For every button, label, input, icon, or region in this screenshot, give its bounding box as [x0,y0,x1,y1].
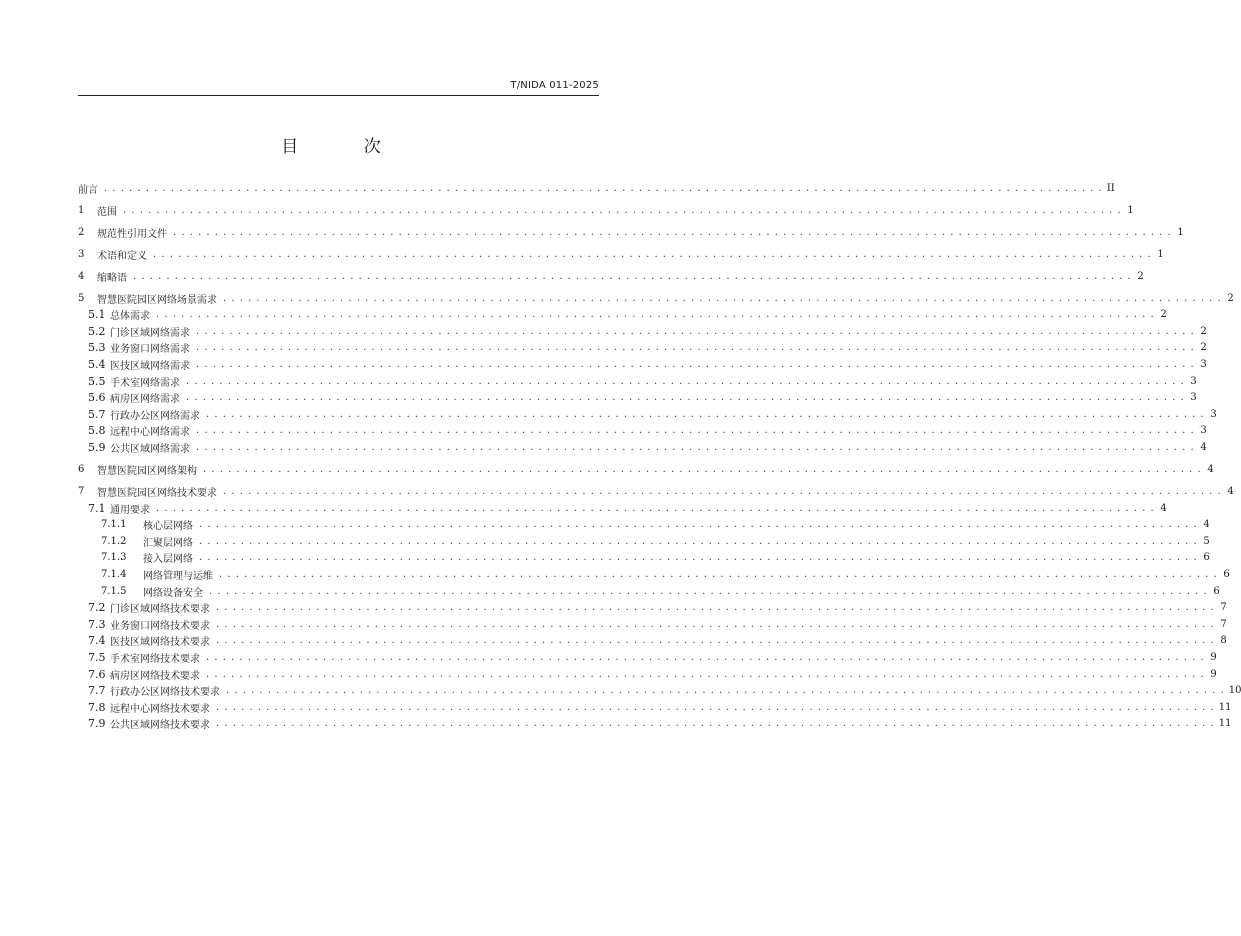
toc-entry[interactable] [88,323,1207,339]
toc-entry-number: 7.1.5 [101,585,127,597]
toc-entry-title: 缩略语 [97,272,127,284]
toc-entry-page: 4 [1160,502,1167,514]
toc-entry[interactable] [88,716,1232,732]
toc-entry-title: 手术室网络需求 [110,377,180,389]
toc-entry-page: 3 [1190,375,1197,387]
toc-entry-number: 5.2 [88,324,106,338]
toc-entry[interactable] [78,224,1184,240]
toc-entry[interactable] [78,290,1234,306]
toc-entry-number: 5.7 [88,407,106,421]
toc-entry-number: 7.2 [88,601,106,615]
toc-entry-title: 门诊区域网络需求 [110,327,190,339]
toc-entry-page: 2 [1137,270,1144,282]
toc-entry-title: 业务窗口网络技术要求 [110,620,210,632]
toc-leader-dots: . . . . . . . . . . . . . . . . . . . . . . . . . . . . . . . . . . . . . . . . . . . . . . . . . . . . . . . . . . . . . . . . . . . . . . . . . . . . . . . . . . . . . . . . . . . . . . . . . . . . . . . . . . . . . . . . . . . . . . . . [223,485,1222,497]
toc-leader-dots: . . . . . . . . . . . . . . . . . . . . . . . . . . . . . . . . . . . . . . . . . . . . . . . . . . . . . . . . . . . . . . . . . . . . . . . . . . . . . . . . . . . . . . . . . . . . . . . . . . . . . . . . . . . . . . . . . . . . . . . . [186,375,1185,387]
toc-entry[interactable] [88,699,1232,715]
toc-entry-page: 3 [1210,408,1217,420]
toc-entry-title: 汇聚层网络 [143,537,193,549]
toc-entry-page: 9 [1210,668,1217,680]
toc-leader-dots: . . . . . . . . . . . . . . . . . . . . . . . . . . . . . . . . . . . . . . . . . . . . . . . . . . . . . . . . . . . . . . . . . . . . . . . . . . . . . . . . . . . . . . . . . . . . . . . . . . . . . . . . . . . . . . . . . . . . . . . . [216,701,1215,713]
toc-leader-dots: . . . . . . . . . . . . . . . . . . . . . . . . . . . . . . . . . . . . . . . . . . . . . . . . . . . . . . . . . . . . . . . . . . . . . . . . . . . . . . . . . . . . . . . . . . . . . . . . . . . . . . . . . . . . . . . . . . . . . . . . [226,685,1225,697]
toc-entry[interactable] [78,180,1115,196]
toc-title: 目 次 [281,137,411,157]
toc-entry-title: 业务窗口网络需求 [110,344,190,356]
toc-entry-page: 7 [1220,602,1227,614]
toc-entry[interactable] [101,566,1230,582]
toc-leader-dots: . . . . . . . . . . . . . . . . . . . . . . . . . . . . . . . . . . . . . . . . . . . . . . . . . . . . . . . . . . . . . . . . . . . . . . . . . . . . . . . . . . . . . . . . . . . . . . . . . . . . . . . . . . . . . . . . . . . . . . . . [133,270,1132,282]
toc-leader-dots: . . . . . . . . . . . . . . . . . . . . . . . . . . . . . . . . . . . . . . . . . . . . . . . . . . . . . . . . . . . . . . . . . . . . . . . . . . . . . . . . . . . . . . . . . . . . . . . . . . . . . . . . . . . . . . . . . . . . . . . . [216,602,1215,614]
toc-entry[interactable] [88,340,1207,356]
toc-entry-title: 远程中心网络技术要求 [110,703,210,715]
toc-leader-dots: . . . . . . . . . . . . . . . . . . . . . . . . . . . . . . . . . . . . . . . . . . . . . . . . . . . . . . . . . . . . . . . . . . . . . . . . . . . . . . . . . . . . . . . . . . . . . . . . . . . . . . . . . . . . . . . . . . . . . . . . [196,342,1195,354]
document-code: T/NIDA 011-2025 [510,80,599,91]
toc-entry-title: 网络管理与运维 [143,570,213,582]
toc-leader-dots: . . . . . . . . . . . . . . . . . . . . . . . . . . . . . . . . . . . . . . . . . . . . . . . . . . . . . . . . . . . . . . . . . . . . . . . . . . . . . . . . . . . . . . . . . . . . . . . . . . . . . . . . . . . . . . . . . . . . . . . . [199,519,1198,531]
toc-leader-dots: . . . . . . . . . . . . . . . . . . . . . . . . . . . . . . . . . . . . . . . . . . . . . . . . . . . . . . . . . . . . . . . . . . . . . . . . . . . . . . . . . . . . . . . . . . . . . . . . . . . . . . . . . . . . . . . . . . . . . . . . [216,635,1215,647]
toc-entry-title: 公共区域网络技术要求 [110,720,210,732]
toc-entry-page: 4 [1227,485,1234,497]
toc-entry-page: 2 [1227,292,1234,304]
toc-entry-number: 7.7 [88,684,106,698]
toc-entry[interactable] [88,307,1167,323]
toc-entry-number: 7.1 [88,501,106,515]
toc-entry-title: 远程中心网络需求 [110,427,190,439]
toc-leader-dots: . . . . . . . . . . . . . . . . . . . . . . . . . . . . . . . . . . . . . . . . . . . . . . . . . . . . . . . . . . . . . . . . . . . . . . . . . . . . . . . . . . . . . . . . . . . . . . . . . . . . . . . . . . . . . . . . . . . . . . . . [203,463,1202,475]
toc-entry-number: 6 [78,463,85,475]
toc-entry[interactable] [88,683,1241,699]
toc-entry-page: 11 [1218,718,1232,730]
toc-entry-page: 5 [1203,535,1210,547]
toc-leader-dots: . . . . . . . . . . . . . . . . . . . . . . . . . . . . . . . . . . . . . . . . . . . . . . . . . . . . . . . . . . . . . . . . . . . . . . . . . . . . . . . . . . . . . . . . . . . . . . . . . . . . . . . . . . . . . . . . . . . . . . . . [156,309,1155,321]
toc-entry[interactable] [78,483,1234,499]
toc-leader-dots: . . . . . . . . . . . . . . . . . . . . . . . . . . . . . . . . . . . . . . . . . . . . . . . . . . . . . . . . . . . . . . . . . . . . . . . . . . . . . . . . . . . . . . . . . . . . . . . . . . . . . . . . . . . . . . . . . . . . . . . . [216,718,1215,730]
toc-entry-title: 接入层网络 [143,554,193,566]
toc-leader-dots: . . . . . . . . . . . . . . . . . . . . . . . . . . . . . . . . . . . . . . . . . . . . . . . . . . . . . . . . . . . . . . . . . . . . . . . . . . . . . . . . . . . . . . . . . . . . . . . . . . . . . . . . . . . . . . . . . . . . . . . . [123,204,1122,216]
toc-leader-dots: . . . . . . . . . . . . . . . . . . . . . . . . . . . . . . . . . . . . . . . . . . . . . . . . . . . . . . . . . . . . . . . . . . . . . . . . . . . . . . . . . . . . . . . . . . . . . . . . . . . . . . . . . . . . . . . . . . . . . . . . [216,618,1215,630]
toc-leader-dots: . . . . . . . . . . . . . . . . . . . . . . . . . . . . . . . . . . . . . . . . . . . . . . . . . . . . . . . . . . . . . . . . . . . . . . . . . . . . . . . . . . . . . . . . . . . . . . . . . . . . . . . . . . . . . . . . . . . . . . . . [199,552,1198,564]
toc-entry-number: 5 [78,292,85,304]
toc-entry[interactable] [101,550,1210,566]
toc-leader-dots: . . . . . . . . . . . . . . . . . . . . . . . . . . . . . . . . . . . . . . . . . . . . . . . . . . . . . . . . . . . . . . . . . . . . . . . . . . . . . . . . . . . . . . . . . . . . . . . . . . . . . . . . . . . . . . . . . . . . . . . . [196,425,1195,437]
toc-entry-number: 7.5 [88,650,106,664]
toc-entry-title: 行政办公区网络需求 [110,410,200,422]
toc-leader-dots: . . . . . . . . . . . . . . . . . . . . . . . . . . . . . . . . . . . . . . . . . . . . . . . . . . . . . . . . . . . . . . . . . . . . . . . . . . . . . . . . . . . . . . . . . . . . . . . . . . . . . . . . . . . . . . . . . . . . . . . . [223,292,1222,304]
toc-entry[interactable] [88,666,1217,682]
toc-entry-number: 7.3 [88,617,106,631]
toc-entry[interactable] [88,633,1227,649]
toc-entry-number: 5.8 [88,424,106,438]
toc-entry-title: 范围 [97,206,117,218]
toc-leader-dots: . . . . . . . . . . . . . . . . . . . . . . . . . . . . . . . . . . . . . . . . . . . . . . . . . . . . . . . . . . . . . . . . . . . . . . . . . . . . . . . . . . . . . . . . . . . . . . . . . . . . . . . . . . . . . . . . . . . . . . . . [196,441,1195,453]
toc-entry-title: 通用要求 [110,504,150,516]
toc-entry-page: 3 [1190,392,1197,404]
toc-entry-title: 病房区网络技术要求 [110,670,200,682]
toc-entry-page: 8 [1220,635,1227,647]
toc-entry-page: 2 [1200,342,1207,354]
toc-entry-number: 5.4 [88,357,106,371]
toc-entry-page: 3 [1200,425,1207,437]
toc-entry-number: 5.1 [88,308,106,322]
toc-entry-page: 2 [1160,309,1167,321]
toc-leader-dots: . . . . . . . . . . . . . . . . . . . . . . . . . . . . . . . . . . . . . . . . . . . . . . . . . . . . . . . . . . . . . . . . . . . . . . . . . . . . . . . . . . . . . . . . . . . . . . . . . . . . . . . . . . . . . . . . . . . . . . . . [219,568,1218,580]
toc-entry-page: 1 [1177,226,1184,238]
toc-entry-page: 6 [1213,585,1220,597]
toc-entry[interactable] [78,202,1134,218]
toc-entry-number: 4 [78,270,85,282]
toc-entry-number: 7 [78,485,85,497]
toc-leader-dots: . . . . . . . . . . . . . . . . . . . . . . . . . . . . . . . . . . . . . . . . . . . . . . . . . . . . . . . . . . . . . . . . . . . . . . . . . . . . . . . . . . . . . . . . . . . . . . . . . . . . . . . . . . . . . . . . . . . . . . . . [206,651,1205,663]
toc-entry-title: 智慧医院园区网络架构 [97,465,197,477]
toc-leader-dots: . . . . . . . . . . . . . . . . . . . . . . . . . . . . . . . . . . . . . . . . . . . . . . . . . . . . . . . . . . . . . . . . . . . . . . . . . . . . . . . . . . . . . . . . . . . . . . . . . . . . . . . . . . . . . . . . . . . . . . . . [196,358,1195,370]
toc-entry[interactable] [88,373,1197,389]
toc-leader-dots: . . . . . . . . . . . . . . . . . . . . . . . . . . . . . . . . . . . . . . . . . . . . . . . . . . . . . . . . . . . . . . . . . . . . . . . . . . . . . . . . . . . . . . . . . . . . . . . . . . . . . . . . . . . . . . . . . . . . . . . . [206,668,1205,680]
toc-entry-title: 术语和定义 [97,250,147,262]
toc-entry-title: 医技区域网络技术要求 [110,637,210,649]
toc-entry[interactable] [88,439,1207,455]
toc-leader-dots: . . . . . . . . . . . . . . . . . . . . . . . . . . . . . . . . . . . . . . . . . . . . . . . . . . . . . . . . . . . . . . . . . . . . . . . . . . . . . . . . . . . . . . . . . . . . . . . . . . . . . . . . . . . . . . . . . . . . . . . . [209,585,1208,597]
toc-entry-page: 6 [1223,568,1230,580]
toc-entry-number: 7.1.3 [101,552,127,564]
toc-entry-number: 2 [78,226,85,238]
toc-entry[interactable] [78,268,1144,284]
toc-leader-dots: . . . . . . . . . . . . . . . . . . . . . . . . . . . . . . . . . . . . . . . . . . . . . . . . . . . . . . . . . . . . . . . . . . . . . . . . . . . . . . . . . . . . . . . . . . . . . . . . . . . . . . . . . . . . . . . . . . . . . . . . [173,226,1172,238]
toc-leader-dots: . . . . . . . . . . . . . . . . . . . . . . . . . . . . . . . . . . . . . . . . . . . . . . . . . . . . . . . . . . . . . . . . . . . . . . . . . . . . . . . . . . . . . . . . . . . . . . . . . . . . . . . . . . . . . . . . . . . . . . . . [199,535,1198,547]
toc-entry[interactable] [88,423,1207,439]
toc-entry-page: 6 [1203,552,1210,564]
toc-entry[interactable] [88,356,1207,372]
toc-entry-number: 7.1.4 [101,568,127,580]
toc-entry-title: 智慧医院园区网络技术要求 [97,487,217,499]
toc-entry-number: 5.9 [88,440,106,454]
header-rule [78,95,599,96]
toc-entry-number: 7.6 [88,667,106,681]
toc-leader-dots: . . . . . . . . . . . . . . . . . . . . . . . . . . . . . . . . . . . . . . . . . . . . . . . . . . . . . . . . . . . . . . . . . . . . . . . . . . . . . . . . . . . . . . . . . . . . . . . . . . . . . . . . . . . . . . . . . . . . . . . . [206,408,1205,420]
toc-entry-number: 7.4 [88,634,106,648]
toc-entry-title: 网络设备安全 [143,587,203,599]
toc-entry-number: 5.6 [88,391,106,405]
toc-entry-title: 手术室网络技术要求 [110,653,200,665]
toc-entry-page: 1 [1127,204,1134,216]
toc-entry[interactable] [88,500,1167,516]
toc-entry-page: 1 [1157,248,1164,260]
toc-entry-number: 5.5 [88,374,106,388]
toc-entry-title: 行政办公区网络技术要求 [110,687,220,699]
toc-entry-page: 10 [1228,685,1241,697]
toc-entry-number: 7.1.1 [101,519,127,531]
toc-entry-number: 5.3 [88,341,106,355]
toc-leader-dots: . . . . . . . . . . . . . . . . . . . . . . . . . . . . . . . . . . . . . . . . . . . . . . . . . . . . . . . . . . . . . . . . . . . . . . . . . . . . . . . . . . . . . . . . . . . . . . . . . . . . . . . . . . . . . . . . . . . . . . . . [156,502,1155,514]
toc-entry[interactable] [88,649,1217,665]
toc-entry-number: 7.1.2 [101,535,127,547]
toc-entry[interactable] [88,600,1227,616]
toc-entry[interactable] [101,517,1210,533]
toc-entry-title: 门诊区域网络技术要求 [110,604,210,616]
toc-entry[interactable] [88,616,1227,632]
toc-entry-page: II [1106,182,1115,194]
toc-entry-page: 2 [1200,325,1207,337]
toc-entry-number: 3 [78,248,85,260]
toc-entry-number: 7.9 [88,717,106,731]
toc-entry[interactable] [88,390,1197,406]
toc-entry-title: 规范性引用文件 [97,228,167,240]
toc-entry-title: 公共区域网络需求 [110,443,190,455]
toc-entry-title: 病房区网络需求 [110,394,180,406]
toc-entry-title: 医技区域网络需求 [110,360,190,372]
toc-leader-dots: . . . . . . . . . . . . . . . . . . . . . . . . . . . . . . . . . . . . . . . . . . . . . . . . . . . . . . . . . . . . . . . . . . . . . . . . . . . . . . . . . . . . . . . . . . . . . . . . . . . . . . . . . . . . . . . . . . . . . . . . [186,392,1185,404]
toc-entry-title: 核心层网络 [143,521,193,533]
toc-entry-page: 4 [1207,463,1214,475]
toc-entry-number: 7.8 [88,700,106,714]
toc-entry-page: 4 [1203,519,1210,531]
toc-entry-page: 4 [1200,441,1207,453]
toc-entry[interactable] [101,533,1210,549]
toc-entry[interactable] [101,583,1220,599]
toc-entry-title: 总体需求 [110,311,150,323]
toc-entry-number: 1 [78,204,85,216]
toc-entry[interactable] [78,246,1164,262]
toc-entry-page: 3 [1200,358,1207,370]
toc-leader-dots: . . . . . . . . . . . . . . . . . . . . . . . . . . . . . . . . . . . . . . . . . . . . . . . . . . . . . . . . . . . . . . . . . . . . . . . . . . . . . . . . . . . . . . . . . . . . . . . . . . . . . . . . . . . . . . . . . . . . . . . . [104,182,1103,194]
toc-entry-page: 11 [1218,701,1232,713]
toc-entry-title: 前言 [78,184,98,196]
toc-leader-dots: . . . . . . . . . . . . . . . . . . . . . . . . . . . . . . . . . . . . . . . . . . . . . . . . . . . . . . . . . . . . . . . . . . . . . . . . . . . . . . . . . . . . . . . . . . . . . . . . . . . . . . . . . . . . . . . . . . . . . . . . [196,325,1195,337]
toc-leader-dots: . . . . . . . . . . . . . . . . . . . . . . . . . . . . . . . . . . . . . . . . . . . . . . . . . . . . . . . . . . . . . . . . . . . . . . . . . . . . . . . . . . . . . . . . . . . . . . . . . . . . . . . . . . . . . . . . . . . . . . . . [153,248,1152,260]
toc-entry-page: 9 [1210,651,1217,663]
toc-entry-page: 7 [1220,618,1227,630]
toc-entry-title: 智慧医院园区网络场景需求 [97,294,217,306]
toc-entry[interactable] [88,406,1217,422]
toc-entry[interactable] [78,461,1214,477]
